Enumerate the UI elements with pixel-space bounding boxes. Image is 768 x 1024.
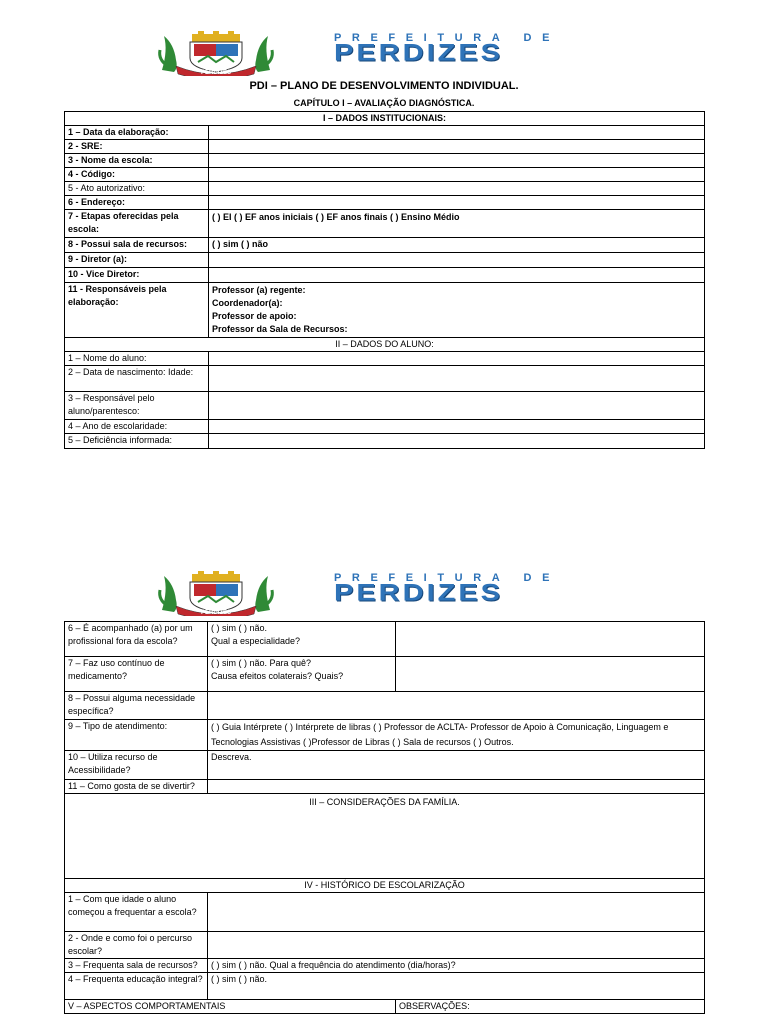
row-value[interactable]	[208, 780, 705, 794]
row-label: 7 - Etapas oferecidas pela escola:	[65, 210, 209, 238]
row-label: 8 – Possui alguma necessidade específica?	[65, 692, 208, 720]
row-value[interactable]: ( ) sim ( ) não. Qual a frequência do atendimento (dia/horas)?	[208, 959, 705, 973]
row-value[interactable]	[209, 392, 705, 420]
q6-line1: ( ) sim ( ) não.	[211, 623, 268, 633]
q7-line1: ( ) sim ( ) não. Para quê?	[211, 658, 312, 668]
coat-of-arms-icon	[154, 30, 278, 76]
row-label: 4 - Código:	[65, 168, 209, 182]
brand-prefeitura: PREFEITURA DE	[334, 32, 561, 44]
form-row	[65, 434, 705, 449]
row-value[interactable]	[209, 154, 705, 168]
row-value[interactable]	[209, 268, 705, 283]
row-label: 3 – Frequenta sala de recursos?	[65, 959, 208, 973]
q6-options[interactable]	[208, 622, 396, 657]
coat-of-arms-icon	[154, 570, 278, 616]
form-row	[65, 140, 705, 154]
row-label: 8 - Possui sala de recursos:	[65, 238, 209, 253]
row-label: 5 – Deficiência informada:	[65, 434, 209, 449]
brand-wordmark	[334, 570, 620, 616]
student-form-table	[64, 621, 705, 1014]
row-value[interactable]	[208, 692, 705, 720]
form-row	[65, 210, 705, 238]
row-label: 5 - Ato autorizativo:	[65, 182, 209, 196]
row-label: 1 – Data da elaboração:	[65, 126, 209, 140]
form-row	[65, 692, 705, 720]
form-row	[65, 196, 705, 210]
row-value[interactable]	[209, 168, 705, 182]
form-row	[65, 720, 705, 751]
institutional-form-table	[64, 111, 705, 449]
form-row	[65, 126, 705, 140]
row-label: 10 - Vice Diretor:	[65, 268, 209, 283]
row-label: 10 – Utiliza recurso de Acessibilidade?	[65, 751, 208, 780]
row-label: 3 – Responsável pelo aluno/parentesco:	[65, 392, 209, 420]
form-row	[65, 352, 705, 366]
section-header-institucionais: I – DADOS INSTITUCIONAIS:	[65, 112, 705, 126]
crest-banner-text: PERDIZES	[200, 70, 232, 76]
section-header-aluno: II – DADOS DO ALUNO:	[65, 338, 705, 352]
section-header-comportamentais: V – ASPECTOS COMPORTAMENTAIS	[65, 1000, 396, 1014]
row-value[interactable]: ( ) sim ( ) não.	[208, 973, 705, 1000]
responsavel-coordenador: Coordenador(a):	[212, 298, 283, 308]
row-value[interactable]	[209, 366, 705, 392]
responsavel-regente: Professor (a) regente:	[212, 285, 306, 295]
form-row	[65, 366, 705, 392]
form-row	[65, 657, 705, 692]
form-row	[65, 154, 705, 168]
q7-line2: Causa efeitos colaterais? Quais?	[211, 671, 344, 681]
form-row	[65, 253, 705, 268]
row-label: 1 – Com que idade o aluno começou a frequentar a escola?	[65, 893, 208, 932]
form-row	[65, 751, 705, 780]
row-value[interactable]	[209, 196, 705, 210]
row-value[interactable]	[209, 253, 705, 268]
row-value[interactable]	[208, 893, 705, 932]
brand-perdizes: PERDIZES	[334, 40, 504, 67]
form-row	[65, 622, 705, 657]
row-label: 2 - SRE:	[65, 140, 209, 154]
row-value[interactable]: Descreva.	[208, 751, 705, 780]
row-value[interactable]	[209, 420, 705, 434]
prefeitura-logo	[150, 30, 620, 76]
row-label: 6 - Endereço:	[65, 196, 209, 210]
form-row	[65, 283, 705, 338]
row-label: 6 – É acompanhado (a) por um profissional fora da escola?	[65, 622, 208, 657]
section-header-historico: IV - HISTÓRICO DE ESCOLARIZAÇÃO	[65, 879, 705, 893]
brand-wordmark	[334, 30, 620, 76]
row-label: 9 – Tipo de atendimento:	[65, 720, 208, 751]
sala-recursos-options[interactable]: ( ) sim ( ) não	[209, 238, 705, 253]
row-label: 11 – Como gosta de se divertir?	[65, 780, 208, 794]
page-subtitle: CAPÍTULO I – AVALIAÇÃO DIAGNÓSTICA.	[293, 98, 475, 108]
q7-answer[interactable]	[396, 657, 705, 692]
form-row	[65, 238, 705, 253]
form-row	[65, 392, 705, 420]
etapas-options[interactable]: ( ) EI ( ) EF anos iniciais ( ) EF anos finais ( ) Ensino Médio	[209, 210, 705, 238]
form-row	[65, 893, 705, 932]
row-label: 2 - Onde e como foi o percurso escolar?	[65, 932, 208, 959]
responsaveis-list[interactable]	[209, 283, 705, 338]
row-label: 9 - Diretor (a):	[65, 253, 209, 268]
form-row	[65, 780, 705, 794]
crest-banner-text: PERDIZES	[200, 610, 232, 616]
form-row	[65, 420, 705, 434]
responsavel-sala-recursos: Professor da Sala de Recursos:	[212, 324, 348, 334]
brand-perdizes: PERDIZES	[334, 580, 504, 607]
form-row	[65, 268, 705, 283]
row-value[interactable]	[209, 182, 705, 196]
row-label: 4 – Frequenta educação integral?	[65, 973, 208, 1000]
form-row	[65, 1000, 705, 1014]
row-value[interactable]	[208, 932, 705, 959]
section-header-familia[interactable]: III – CONSIDERAÇÕES DA FAMÍLIA.	[65, 794, 705, 879]
q6-line2: Qual a especialidade?	[211, 636, 301, 646]
row-value[interactable]	[209, 126, 705, 140]
row-label: 11 - Responsáveis pela elaboração:	[65, 283, 209, 338]
atendimento-options[interactable]: ( ) Guia Intérprete ( ) Intérprete de libras ( ) Professor de ACLTA- Professor de Apoio à Comunicação, Linguagem e Tecnologias Assistivas ( )Professor de Libras ( ) Sala de recursos ( ) Outros.	[208, 720, 705, 751]
responsavel-apoio: Professor de apoio:	[212, 311, 297, 321]
form-row	[65, 959, 705, 973]
row-label: 1 – Nome do aluno:	[65, 352, 209, 366]
row-value[interactable]	[209, 434, 705, 449]
form-row	[65, 168, 705, 182]
page-title: PDI – PLANO DE DESENVOLVIMENTO INDIVIDUAL.	[249, 80, 519, 92]
row-label: 3 - Nome da escola:	[65, 154, 209, 168]
form-row	[65, 973, 705, 1000]
q6-answer[interactable]	[396, 622, 705, 657]
prefeitura-logo-2	[150, 570, 620, 616]
row-value[interactable]	[209, 352, 705, 366]
q7-options[interactable]	[208, 657, 396, 692]
row-value[interactable]	[209, 140, 705, 154]
observacoes-label[interactable]: OBSERVAÇÕES:	[396, 1000, 705, 1014]
row-label: 2 – Data de nascimento: Idade:	[65, 366, 209, 392]
form-row	[65, 932, 705, 959]
brand-prefeitura: PREFEITURA DE	[334, 572, 561, 584]
row-label: 7 – Faz uso contínuo de medicamento?	[65, 657, 208, 692]
row-label: 4 – Ano de escolaridade:	[65, 420, 209, 434]
form-row	[65, 182, 705, 196]
